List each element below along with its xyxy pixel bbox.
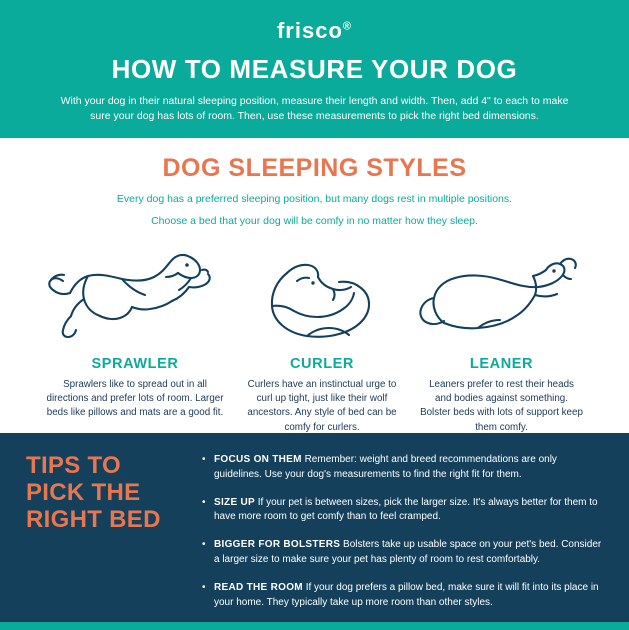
leaning-dog-illustration	[414, 242, 589, 352]
card-text-curler: Curlers have an instinctual urge to curl up tight, just like their wolf ancestors. Any style of bed can be comfy for curlers.	[247, 378, 397, 433]
tips-heading	[26, 453, 196, 630]
tip-text: Bolsters take up usable space on your pet's bed. Consider a larger size to make sure your pet has plenty of room to rest comfortably.	[214, 539, 602, 565]
footer-accent-bar	[0, 622, 629, 630]
tip-item	[202, 453, 603, 483]
tip-item	[202, 538, 603, 568]
bullet-icon: •	[202, 496, 206, 508]
sprawling-dog-illustration	[40, 242, 230, 352]
sleeping-style-card-sprawler	[40, 242, 230, 421]
page-title: HOW TO MEASURE YOUR DOG	[111, 54, 518, 84]
card-title-leaner: LEANER	[469, 355, 534, 372]
tips-heading-line-2: PICK THE	[26, 478, 141, 506]
tips-list	[196, 453, 603, 630]
card-text-sprawler: Sprawlers like to spread out in all directions and prefer lots of room. Larger beds like pillows and mats are a good fit.	[46, 378, 224, 419]
brand-logo	[34, 18, 595, 44]
bullet-icon: •	[202, 581, 206, 593]
bullet-icon: •	[202, 454, 206, 465]
tip-lead: FOCUS ON THEM	[214, 454, 302, 465]
tip-text: If your pet is between sizes, pick the larger size. It's always better for them to have more room to get comfy than to feel cramped.	[214, 496, 598, 523]
card-title-curler: CURLER	[289, 355, 354, 372]
sleeping-styles-subtitle-line-2: Choose a bed that your dog will be comfy in no matter how they sleep.	[151, 215, 478, 228]
card-title-sprawler: SPRAWLER	[91, 355, 179, 372]
tips-heading-line-3: RIGHT BED	[26, 505, 161, 533]
card-text-leaner: Leaners prefer to rest their heads and bodies against something. Bolster beds with lots of support keep them comfy.	[420, 378, 583, 433]
bullet-icon: •	[202, 539, 206, 551]
header-banner	[0, 0, 629, 138]
tip-item	[202, 496, 603, 526]
tip-lead: READ THE ROOM	[214, 581, 303, 593]
tip-lead: SIZE UP	[214, 496, 255, 508]
sleeping-styles-title: DOG SLEEPING STYLES	[162, 154, 467, 183]
tip-text: Remember: weight and breed recommendations are only guidelines. Use your dog's measurements to find the right fit for them.	[214, 454, 557, 480]
curled-dog-illustration	[238, 242, 406, 352]
tip-item	[202, 581, 603, 611]
tips-heading-line-1: TIPS TO	[26, 452, 122, 479]
tip-lead: BIGGER FOR BOLSTERS	[214, 539, 341, 551]
tips-section	[0, 433, 629, 630]
header-subtitle: With your dog in their natural sleeping position, measure their length and width. Then, add 4" to each to make sure your dog has lots of room. Then, use these measurements to pick the right bed dimensions.	[60, 95, 569, 123]
sleeping-style-card-leaner	[414, 242, 589, 435]
sleeping-style-cards	[22, 236, 607, 435]
tip-text: If your dog prefers a pillow bed, make sure it will fit into its place in your home. They typically take up more room than other styles.	[214, 581, 599, 608]
sleeping-style-card-curler	[238, 242, 406, 435]
sleeping-styles-subtitle-line-1: Every dog has a preferred sleeping position, but many dogs rest in multiple positions.	[116, 193, 513, 206]
sleeping-styles-section	[0, 138, 629, 442]
brand-name: frisco	[276, 18, 343, 43]
brand-registered-icon: ®	[342, 20, 353, 33]
